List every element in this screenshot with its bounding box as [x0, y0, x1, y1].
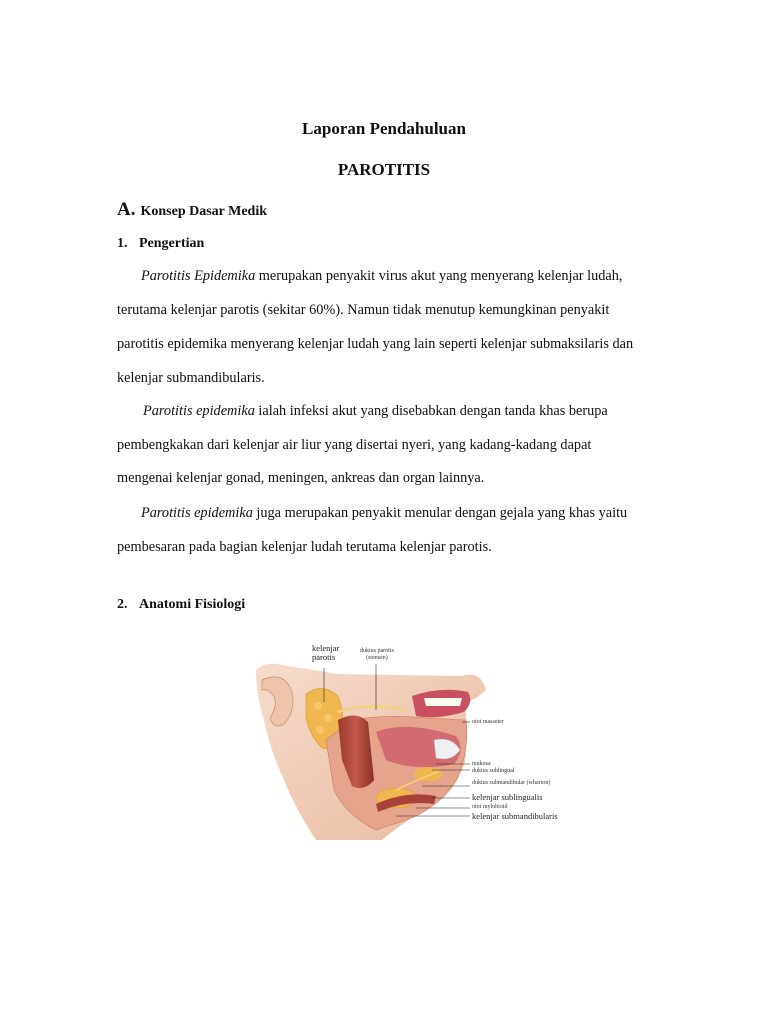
para1-line1: [141, 268, 622, 285]
para2-line3: mengenai kelenjar gonad, meningen, ankreas dan organ lainnya.: [117, 470, 485, 486]
section-2-label: Anatomi Fisiologi: [139, 597, 246, 612]
label-duktus-sublingual: duktus sublingual: [472, 768, 515, 774]
label-kelenjar-parotis-line2: parotis: [312, 652, 336, 662]
para1-line3: parotitis epidemika menyerang kelenjar ludah yang lain seperti kelenjar submaksilaris dan: [117, 336, 634, 352]
label-otot-masseter: otot masseter: [472, 719, 504, 725]
label-duktus-parotis-line1: duktus parotis: [360, 648, 394, 654]
section-2-heading: [117, 597, 245, 613]
label-duktus-submandibular: duktus submandibular (wharton): [472, 780, 551, 786]
gland-lobule: [324, 714, 332, 722]
section-a-heading: [117, 199, 267, 221]
para2-line1-text: ialah infeksi akut yang disebabkan dengan tanda khas berupa: [254, 403, 608, 419]
section-1-number: 1.: [117, 236, 128, 251]
para2-italic: Parotitis epidemika: [143, 403, 255, 419]
label-kelenjar-parotis: [312, 644, 339, 662]
para3-line1: [141, 505, 627, 522]
para3-line1-text: juga merupakan penyakit menular dengan gejala yang khas yaitu: [252, 505, 628, 521]
para1-line1-text: merupakan penyakit virus akut yang menyerang kelenjar ludah,: [255, 268, 623, 284]
salivary-gland-anatomy-figure: [256, 640, 566, 840]
section-a-letter: A.: [117, 199, 136, 220]
upper-teeth: [424, 698, 462, 706]
para1-line2: terutama kelenjar parotis (sekitar 60%). Namun tidak menutup kemungkinan penyakit: [117, 302, 610, 318]
section-1-heading: [117, 236, 204, 252]
label-otot-mylohioid: otot mylohioid: [472, 804, 508, 810]
anatomy-illustration: [256, 640, 566, 840]
label-kelenjar-parotis-line1: kelenjar: [312, 643, 340, 653]
para1-italic: Parotitis Epidemika: [141, 268, 256, 284]
para3-italic: Parotitis epidemika: [141, 505, 253, 521]
label-kelenjar-submandibularis: kelenjar submandibularis: [472, 811, 558, 821]
label-duktus-parotis: [360, 648, 394, 662]
gland-lobule: [316, 726, 324, 734]
para2-line1: [143, 403, 608, 420]
section-a-label: Konsep Dasar Medik: [140, 204, 268, 219]
gland-lobule: [314, 702, 322, 710]
sublingual-gland-shape: [414, 767, 442, 781]
label-kelenjar-sublingualis: kelenjar sublingualis: [472, 792, 543, 802]
label-duktus-parotis-line2: (stensen): [366, 655, 388, 661]
para3-line2: pembesaran pada bagian kelenjar ludah terutama kelenjar parotis.: [117, 539, 492, 555]
section-1-label: Pengertian: [139, 236, 205, 251]
document-subtitle: PAROTITIS: [337, 160, 431, 179]
label-mukosa: mukosa: [472, 761, 491, 767]
section-2-number: 2.: [117, 597, 128, 612]
document-title: Laporan Pendahuluan: [302, 119, 466, 138]
para2-line2: pembengkakan dari kelenjar air liur yang disertai nyeri, yang kadang-kadang dapat: [117, 437, 592, 453]
para1-line4: kelenjar submandibularis.: [117, 370, 265, 386]
